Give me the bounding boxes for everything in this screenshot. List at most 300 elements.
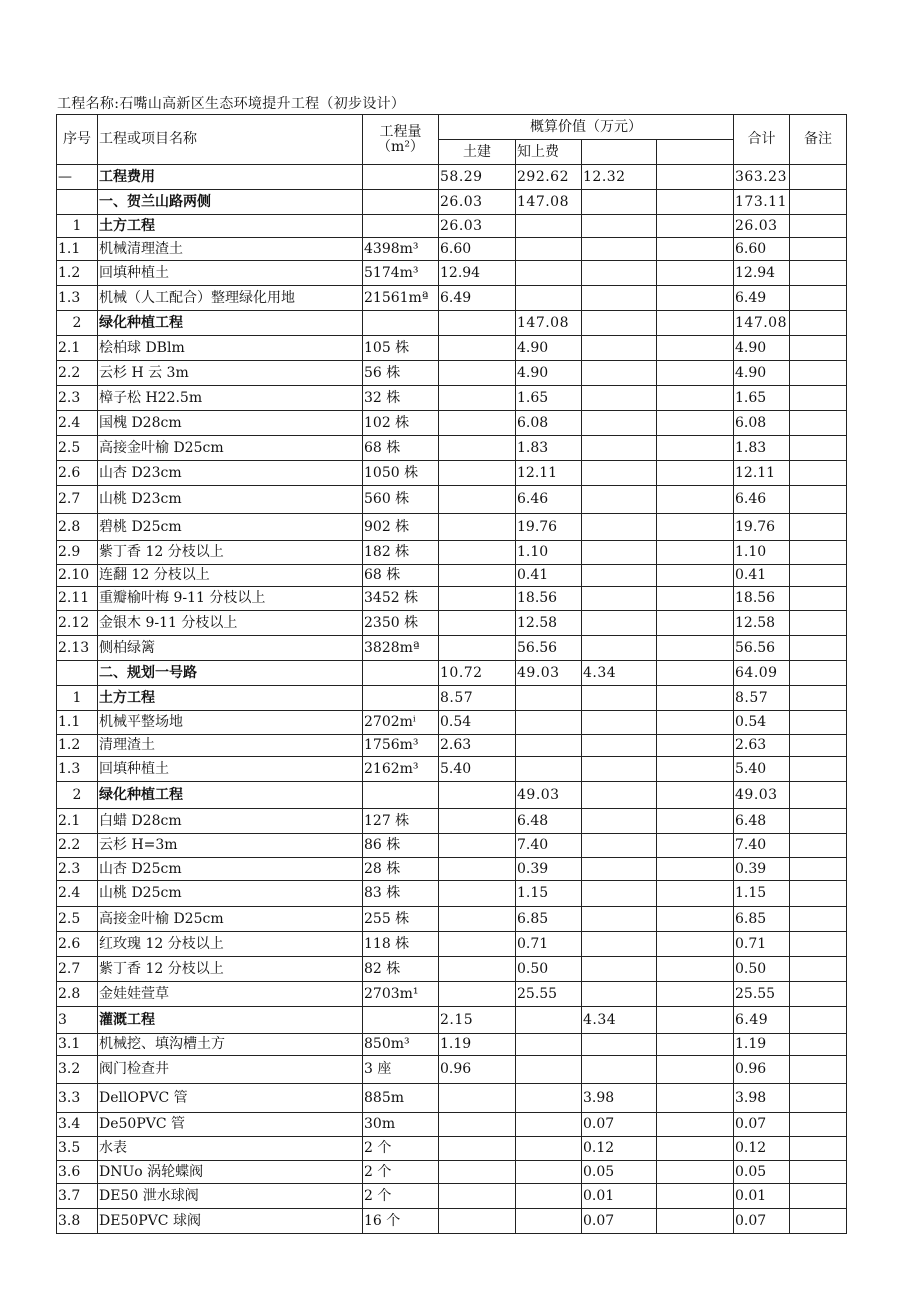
table-row [57, 907, 847, 932]
cell-blank [657, 411, 734, 436]
cell-note [790, 541, 847, 565]
cell-blank [657, 1184, 734, 1209]
cell-note [790, 809, 847, 834]
cell-blank [657, 461, 734, 486]
cell-total: 6.48 [734, 809, 790, 834]
cell-name: 桧柏球 DBlm [98, 336, 363, 361]
cell-qty: 32 株 [363, 386, 439, 411]
cell-seq: 2.5 [57, 907, 98, 932]
cell-blank [657, 565, 734, 587]
cell-seq: 2 [57, 782, 98, 809]
cell-seq: 2.7 [57, 957, 98, 982]
cell-green [516, 1084, 582, 1113]
cell-name: 白蜡 D28cm [98, 809, 363, 834]
cell-other [582, 711, 657, 735]
cell-civil [439, 1137, 516, 1161]
table-row [57, 286, 847, 311]
cell-civil [439, 541, 516, 565]
cell-civil: 58.29 [439, 165, 516, 190]
table-row [57, 165, 847, 190]
table-row [57, 238, 847, 261]
cell-other: 3.98 [582, 1084, 657, 1113]
cell-seq: 1.3 [57, 286, 98, 311]
cell-other [582, 215, 657, 238]
cell-green: 0.71 [516, 932, 582, 957]
cell-qty [363, 190, 439, 215]
cell-other [582, 858, 657, 881]
cell-seq: 2.4 [57, 881, 98, 907]
cell-note [790, 436, 847, 461]
cell-civil [439, 809, 516, 834]
cell-total: 1.15 [734, 881, 790, 907]
table-row [57, 587, 847, 611]
cell-green: 147.08 [516, 190, 582, 215]
cell-other [582, 932, 657, 957]
cell-other [582, 411, 657, 436]
cell-blank [657, 809, 734, 834]
cell-note [790, 361, 847, 386]
cell-seq: 2.1 [57, 336, 98, 361]
cell-other [582, 436, 657, 461]
cell-seq: 1.2 [57, 261, 98, 286]
cell-civil [439, 361, 516, 386]
cell-green [516, 261, 582, 286]
table-row [57, 1007, 847, 1034]
cell-qty: 3828mª [363, 636, 439, 661]
cell-qty: 83 株 [363, 881, 439, 907]
cell-total: 2.63 [734, 735, 790, 757]
header-other [582, 140, 657, 165]
cell-note [790, 238, 847, 261]
budget-table [56, 114, 847, 1234]
cell-qty: 68 株 [363, 436, 439, 461]
cell-seq: 2.3 [57, 858, 98, 881]
cell-seq: 2.9 [57, 541, 98, 565]
cell-note [790, 735, 847, 757]
cell-seq: 2.8 [57, 514, 98, 541]
cell-civil [439, 881, 516, 907]
cell-blank [657, 361, 734, 386]
cell-note [790, 311, 847, 336]
header-total: 合计 [734, 115, 790, 165]
cell-blank [657, 261, 734, 286]
cell-blank [657, 611, 734, 636]
cell-green: 4.90 [516, 336, 582, 361]
cell-civil [439, 514, 516, 541]
cell-green [516, 1056, 582, 1084]
cell-total: 49.03 [734, 782, 790, 809]
cell-civil [439, 636, 516, 661]
cell-civil: 5.40 [439, 757, 516, 782]
cell-other [582, 286, 657, 311]
cell-seq: 2.10 [57, 565, 98, 587]
cell-name: DellOPVC 管 [98, 1084, 363, 1113]
cell-total: 0.07 [734, 1113, 790, 1137]
cell-seq: 1 [57, 686, 98, 711]
cell-blank [657, 587, 734, 611]
cell-qty: 2 个 [363, 1184, 439, 1209]
cell-name: 山桃 D23cm [98, 486, 363, 514]
table-row [57, 1056, 847, 1084]
cell-total: 12.58 [734, 611, 790, 636]
cell-note [790, 514, 847, 541]
table-row [57, 261, 847, 286]
table-row [57, 1034, 847, 1056]
cell-blank [657, 661, 734, 686]
cell-other [582, 486, 657, 514]
cell-seq: 2.13 [57, 636, 98, 661]
cell-seq: 1.1 [57, 711, 98, 735]
cell-blank [657, 436, 734, 461]
cell-name: 紫丁香 12 分枝以上 [98, 957, 363, 982]
cell-qty: 2 个 [363, 1137, 439, 1161]
cell-blank [657, 1209, 734, 1234]
cell-name: 水表 [98, 1137, 363, 1161]
cell-total: 18.56 [734, 587, 790, 611]
cell-seq: 2.6 [57, 932, 98, 957]
cell-other: 0.07 [582, 1209, 657, 1234]
cell-name: 阀门检查井 [98, 1056, 363, 1084]
cell-note [790, 661, 847, 686]
cell-note [790, 1034, 847, 1056]
cell-seq [57, 661, 98, 686]
cell-qty: 21561mª [363, 286, 439, 311]
cell-other [582, 1056, 657, 1084]
cell-other: 4.34 [582, 1007, 657, 1034]
cell-qty: 127 株 [363, 809, 439, 834]
cell-green: 0.41 [516, 565, 582, 587]
cell-blank [657, 311, 734, 336]
cell-total: 0.71 [734, 932, 790, 957]
header-civil: 土建 [439, 140, 516, 165]
table-row [57, 486, 847, 514]
cell-note [790, 711, 847, 735]
cell-total: 6.46 [734, 486, 790, 514]
cell-green [516, 735, 582, 757]
table-row [57, 411, 847, 436]
cell-note [790, 932, 847, 957]
cell-name: DE50PVC 球阀 [98, 1209, 363, 1234]
cell-note [790, 782, 847, 809]
header-note: 备注 [790, 115, 847, 165]
cell-blank [657, 1161, 734, 1184]
cell-green: 12.58 [516, 611, 582, 636]
table-row [57, 1113, 847, 1137]
cell-qty: 2702mⁱ [363, 711, 439, 735]
cell-seq: 3.7 [57, 1184, 98, 1209]
cell-civil [439, 1209, 516, 1234]
cell-note [790, 190, 847, 215]
cell-blank [657, 541, 734, 565]
cell-civil [439, 907, 516, 932]
cell-blank [657, 165, 734, 190]
cell-seq: 2.1 [57, 809, 98, 834]
cell-name: 绿化种植工程 [98, 311, 363, 336]
cell-seq: 1 [57, 215, 98, 238]
cell-name: 绿化种植工程 [98, 782, 363, 809]
cell-green: 49.03 [516, 782, 582, 809]
cell-green: 147.08 [516, 311, 582, 336]
cell-qty: 105 株 [363, 336, 439, 361]
table-row [57, 611, 847, 636]
cell-total: 0.39 [734, 858, 790, 881]
cell-green [516, 686, 582, 711]
cell-green: 18.56 [516, 587, 582, 611]
cell-seq: 3.2 [57, 1056, 98, 1084]
cell-total: 8.57 [734, 686, 790, 711]
cell-green: 1.83 [516, 436, 582, 461]
cell-total: 6.49 [734, 1007, 790, 1034]
cell-blank [657, 735, 734, 757]
table-body [57, 165, 847, 1234]
cell-blank [657, 636, 734, 661]
cell-civil: 6.49 [439, 286, 516, 311]
cell-other [582, 541, 657, 565]
cell-other [582, 957, 657, 982]
cell-qty: 118 株 [363, 932, 439, 957]
cell-blank [657, 711, 734, 735]
cell-total: 0.50 [734, 957, 790, 982]
table-row [57, 636, 847, 661]
table-row [57, 809, 847, 834]
cell-green: 4.90 [516, 361, 582, 386]
cell-green [516, 1209, 582, 1234]
cell-total: 25.55 [734, 982, 790, 1007]
cell-name: 灌溉工程 [98, 1007, 363, 1034]
cell-name: 国槐 D28cm [98, 411, 363, 436]
header-estimate: 概算价值（万元） [439, 115, 734, 140]
cell-blank [657, 881, 734, 907]
cell-blank [657, 336, 734, 361]
cell-seq: 2.12 [57, 611, 98, 636]
cell-seq: 2.6 [57, 461, 98, 486]
project-title: 工程名称:石嘴山高新区生态环境提升工程（初步设计） [57, 96, 406, 112]
cell-total: 6.85 [734, 907, 790, 932]
cell-seq: 1.3 [57, 757, 98, 782]
cell-name: 高接金叶榆 D25cm [98, 907, 363, 932]
cell-note [790, 957, 847, 982]
cell-seq: 3.8 [57, 1209, 98, 1234]
cell-total: 3.98 [734, 1084, 790, 1113]
cell-other [582, 611, 657, 636]
cell-seq: 1.2 [57, 735, 98, 757]
table-row [57, 932, 847, 957]
cell-green: 56.56 [516, 636, 582, 661]
cell-total: 56.56 [734, 636, 790, 661]
cell-total: 1.19 [734, 1034, 790, 1056]
cell-other [582, 190, 657, 215]
cell-note [790, 565, 847, 587]
cell-total: 0.54 [734, 711, 790, 735]
cell-other [582, 261, 657, 286]
cell-note [790, 1084, 847, 1113]
cell-other [582, 982, 657, 1007]
cell-name: 紫丁香 12 分枝以上 [98, 541, 363, 565]
cell-seq: — [57, 165, 98, 190]
cell-name: 碧桃 D25cm [98, 514, 363, 541]
cell-other [582, 834, 657, 858]
cell-name: De50PVC 管 [98, 1113, 363, 1137]
cell-civil [439, 1084, 516, 1113]
cell-blank [657, 982, 734, 1007]
cell-other [582, 735, 657, 757]
cell-name: 机械（人工配合）整理绿化用地 [98, 286, 363, 311]
cell-civil: 6.60 [439, 238, 516, 261]
cell-name: 樟子松 H22.5m [98, 386, 363, 411]
cell-seq: 1.1 [57, 238, 98, 261]
table-row [57, 711, 847, 735]
cell-seq: 2.2 [57, 834, 98, 858]
cell-note [790, 286, 847, 311]
cell-note [790, 411, 847, 436]
table-row [57, 757, 847, 782]
cell-seq: 3.3 [57, 1084, 98, 1113]
cell-note [790, 636, 847, 661]
cell-civil [439, 461, 516, 486]
table-row [57, 881, 847, 907]
cell-civil [439, 858, 516, 881]
cell-total: 4.90 [734, 361, 790, 386]
cell-green: 49.03 [516, 661, 582, 686]
cell-total: 12.11 [734, 461, 790, 486]
cell-note [790, 386, 847, 411]
cell-green: 0.50 [516, 957, 582, 982]
cell-green: 12.11 [516, 461, 582, 486]
cell-qty: 30m [363, 1113, 439, 1137]
cell-civil: 12.94 [439, 261, 516, 286]
cell-civil: 0.96 [439, 1056, 516, 1084]
cell-qty: 885m [363, 1084, 439, 1113]
cell-seq: 2.11 [57, 587, 98, 611]
cell-total: 64.09 [734, 661, 790, 686]
cell-civil: 10.72 [439, 661, 516, 686]
cell-civil: 2.63 [439, 735, 516, 757]
cell-seq: 2.5 [57, 436, 98, 461]
cell-qty [363, 661, 439, 686]
table-row [57, 1084, 847, 1113]
cell-name: 侧柏绿篱 [98, 636, 363, 661]
cell-note [790, 165, 847, 190]
cell-civil [439, 336, 516, 361]
cell-other: 4.34 [582, 661, 657, 686]
cell-total: 0.05 [734, 1161, 790, 1184]
cell-total: 6.60 [734, 238, 790, 261]
cell-total: 173.11 [734, 190, 790, 215]
cell-blank [657, 858, 734, 881]
cell-blank [657, 514, 734, 541]
cell-qty: 560 株 [363, 486, 439, 514]
cell-total: 6.49 [734, 286, 790, 311]
cell-total: 5.40 [734, 757, 790, 782]
cell-other [582, 361, 657, 386]
cell-note [790, 834, 847, 858]
cell-blank [657, 957, 734, 982]
cell-note [790, 858, 847, 881]
cell-qty: 255 株 [363, 907, 439, 932]
cell-seq: 2.8 [57, 982, 98, 1007]
cell-blank [657, 215, 734, 238]
cell-blank [657, 190, 734, 215]
table-row [57, 858, 847, 881]
cell-blank [657, 834, 734, 858]
cell-civil [439, 932, 516, 957]
cell-civil [439, 782, 516, 809]
cell-green [516, 757, 582, 782]
cell-total: 7.40 [734, 834, 790, 858]
cell-civil [439, 311, 516, 336]
cell-qty: 902 株 [363, 514, 439, 541]
cell-name: DNUo 涡轮蝶阀 [98, 1161, 363, 1184]
cell-qty: 4398m³ [363, 238, 439, 261]
table-row [57, 661, 847, 686]
cell-blank [657, 1137, 734, 1161]
cell-seq: 2.7 [57, 486, 98, 514]
cell-civil: 8.57 [439, 686, 516, 711]
cell-total: 0.12 [734, 1137, 790, 1161]
cell-qty [363, 1007, 439, 1034]
cell-note [790, 215, 847, 238]
cell-green: 6.85 [516, 907, 582, 932]
cell-seq: 2.3 [57, 386, 98, 411]
cell-other [582, 461, 657, 486]
table-row [57, 735, 847, 757]
cell-note [790, 261, 847, 286]
table-row [57, 686, 847, 711]
cell-green [516, 1161, 582, 1184]
cell-note [790, 881, 847, 907]
table-row [57, 514, 847, 541]
cell-civil [439, 982, 516, 1007]
table-row [57, 1184, 847, 1209]
cell-total: 12.94 [734, 261, 790, 286]
cell-other: 0.05 [582, 1161, 657, 1184]
cell-civil [439, 565, 516, 587]
cell-blank [657, 1034, 734, 1056]
header-blank [657, 140, 734, 165]
cell-seq: 3.5 [57, 1137, 98, 1161]
cell-total: 363.23 [734, 165, 790, 190]
cell-total: 1.83 [734, 436, 790, 461]
cell-other [582, 907, 657, 932]
cell-civil [439, 587, 516, 611]
table-row [57, 336, 847, 361]
cell-qty: 68 株 [363, 565, 439, 587]
table-row [57, 311, 847, 336]
cell-seq: 2 [57, 311, 98, 336]
cell-qty: 2703m¹ [363, 982, 439, 1007]
cell-blank [657, 238, 734, 261]
cell-other [582, 686, 657, 711]
cell-name: 重瓣榆叶梅 9-11 分枝以上 [98, 587, 363, 611]
cell-name: 机械清理渣土 [98, 238, 363, 261]
table-row [57, 386, 847, 411]
cell-other [582, 757, 657, 782]
table-row [57, 215, 847, 238]
cell-name: 清理渣土 [98, 735, 363, 757]
cell-name: 高接金叶榆 D25cm [98, 436, 363, 461]
cell-blank [657, 1007, 734, 1034]
table-row [57, 541, 847, 565]
cell-total: 26.03 [734, 215, 790, 238]
cell-civil [439, 1113, 516, 1137]
cell-civil: 1.19 [439, 1034, 516, 1056]
cell-qty: 2350 株 [363, 611, 439, 636]
cell-green: 7.40 [516, 834, 582, 858]
cell-civil [439, 411, 516, 436]
cell-name: 二、规划一号路 [98, 661, 363, 686]
cell-other [582, 636, 657, 661]
cell-qty [363, 215, 439, 238]
